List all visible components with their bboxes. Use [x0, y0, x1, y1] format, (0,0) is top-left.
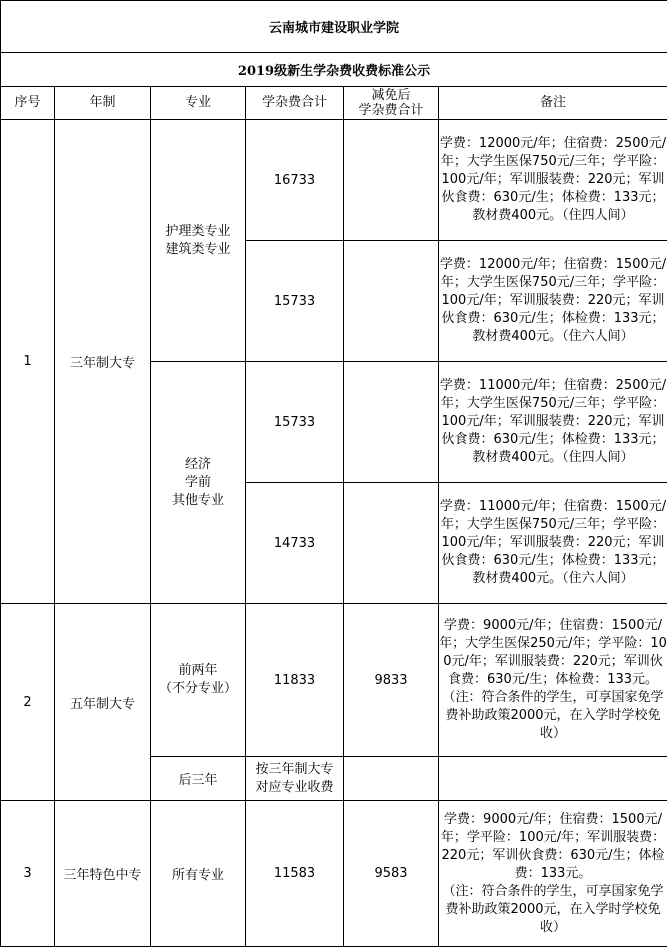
seq-cell: 3 — [1, 801, 55, 947]
major-cell: 所有专业 — [151, 801, 246, 947]
note-cell: 学费：12000元/年；住宿费：2500元/年；大学生医保750元/三年；学平险：100元/年；军训服装费：220元；军训伙食费：630元/生；体检费：133元；教材费400元。（住四人间） — [439, 120, 667, 241]
reduced-cell: 9833 — [344, 604, 439, 757]
note-cell: 学费：9000元/年；住宿费：1500元/年；大学生医保250元/年；学平险：100元/年；军训服装费：220元；军训伙食费：630元/生；体检费：133元。 （注：符合条件的学生，可享国家免学费补助政策2000元，在入学时学校免收） — [439, 604, 667, 757]
page-title: 云南城市建设职业学院 — [1, 1, 667, 53]
total-cell: 15733 — [246, 241, 344, 362]
major-cell: 后三年 — [151, 757, 246, 801]
seq-cell: 2 — [1, 604, 55, 801]
table-row — [1, 801, 667, 947]
note-cell: 学费：9000元/年；住宿费：1500元/年；学平险：100元/年；军训服装费：220元；军训伙食费：630元/生；体检费：133元。 （注：符合条件的学生，可享国家免学费补助政策2000元，在入学时学校免收） — [439, 801, 667, 947]
header-total: 学杂费合计 — [246, 87, 344, 120]
major-cell: 护理类专业 建筑类专业 — [151, 120, 246, 362]
reduced-cell — [344, 483, 439, 604]
reduced-cell — [344, 362, 439, 483]
total-cell: 14733 — [246, 483, 344, 604]
total-cell: 11833 — [246, 604, 344, 757]
header-seq: 序号 — [1, 87, 55, 120]
total-cell: 16733 — [246, 120, 344, 241]
reduced-cell — [344, 241, 439, 362]
total-cell: 15733 — [246, 362, 344, 483]
note-cell: 学费：12000元/年；住宿费：1500元/年；大学生医保750元/三年；学平险：100元/年；军训服装费：220元；军训伙食费：630元/生；体检费：133元；教材费400元。（住六人间） — [439, 241, 667, 362]
header-major: 专业 — [151, 87, 246, 120]
major-cell: 经济 学前 其他专业 — [151, 362, 246, 604]
major-cell: 前两年 （不分专业） — [151, 604, 246, 757]
seq-cell: 1 — [1, 120, 55, 604]
total-cell: 11583 — [246, 801, 344, 947]
total-cell: 按三年制大专 对应专业收费 — [246, 757, 344, 801]
years-cell: 三年特色中专 — [55, 801, 151, 947]
table-subtitle: 2019级新生学杂费收费标准公示 — [1, 53, 667, 87]
header-years: 年制 — [55, 87, 151, 120]
note-cell: 学费：11000元/年；住宿费：2500元/年；大学生医保750元/三年；学平险：100元/年；军训服装费：220元；军训伙食费：630元/生；体检费：133元；教材费400元。（住四人间） — [439, 362, 667, 483]
reduced-cell — [344, 757, 439, 801]
table-row — [1, 604, 667, 757]
years-cell: 三年制大专 — [55, 120, 151, 604]
table-row — [1, 120, 667, 241]
reduced-cell — [344, 120, 439, 241]
header-row — [1, 87, 667, 120]
header-note: 备注 — [439, 87, 667, 120]
note-cell: 学费：11000元/年；住宿费：1500元/年；大学生医保750元/三年；学平险：100元/年；军训服装费：220元；军训伙食费：630元/生；体检费：133元；教材费400元。（住六人间） — [439, 483, 667, 604]
header-reduced: 减免后 学杂费合计 — [344, 87, 439, 120]
years-cell: 五年制大专 — [55, 604, 151, 801]
note-cell — [439, 757, 667, 801]
reduced-cell: 9583 — [344, 801, 439, 947]
